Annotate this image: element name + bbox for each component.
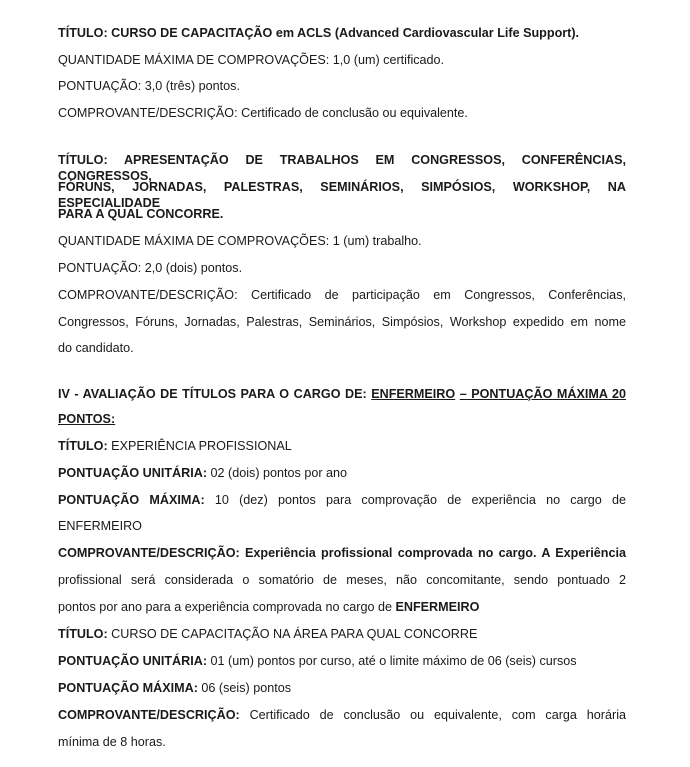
s2-quantity: QUANTIDADE MÁXIMA DE COMPROVAÇÕES: 1 (um) trabalho. bbox=[58, 234, 422, 248]
s1-title: TÍTULO: CURSO DE CAPACITAÇÃO em ACLS (Advanced Cardiovascular Life Support). bbox=[58, 26, 580, 40]
i1-proof-line3: pontos por ano para a experiência comprovada no cargo de ENFERMEIRO bbox=[58, 600, 480, 614]
s4-heading-prefix: IV - AVALIAÇÃO DE TÍTULOS PARA O CARGO DE: bbox=[58, 387, 367, 401]
s2-proof-line3: do candidato. bbox=[58, 341, 134, 355]
i2-proof-line2: mínima de 8 horas. bbox=[58, 735, 166, 749]
s2-proof-line2: Congressos, Fóruns, Jornadas, Palestras, Seminários, Simpósios, Workshop expedido em nome bbox=[58, 315, 626, 329]
i2-unit-score: PONTUAÇÃO UNITÁRIA: 01 (um) pontos por curso, até o limite máximo de 06 (seis) cursos bbox=[58, 654, 577, 668]
s4-heading-line1 bbox=[58, 386, 626, 402]
s4-heading-max: – PONTUAÇÃO MÁXIMA 20 bbox=[459, 387, 627, 401]
i1-max-score-line1: PONTUAÇÃO MÁXIMA: 10 (dez) pontos para comprovação de experiência no cargo de bbox=[58, 493, 627, 507]
s4-heading-line2: PONTOS: bbox=[58, 412, 116, 426]
s4-heading-role: ENFERMEIRO bbox=[371, 387, 456, 401]
i2-max-score: PONTUAÇÃO MÁXIMA: 06 (seis) pontos bbox=[58, 681, 292, 695]
s1-quantity: QUANTIDADE MÁXIMA DE COMPROVAÇÕES: 1,0 (um) certificado. bbox=[58, 53, 445, 67]
s2-title-line3: PARA A QUAL CONCORRE. bbox=[58, 207, 224, 221]
s2-title-line1: TÍTULO: APRESENTAÇÃO DE TRABALHOS EM CONGRESSOS, CONFERÊNCIAS, CONGRESSOS, bbox=[58, 153, 626, 183]
s2-proof-line1: COMPROVANTE/DESCRIÇÃO: Certificado de participação em Congressos, Conferências, bbox=[58, 288, 626, 302]
s1-proof: COMPROVANTE/DESCRIÇÃO: Certificado de conclusão ou equivalente. bbox=[58, 106, 468, 120]
s2-score: PONTUAÇÃO: 2,0 (dois) pontos. bbox=[58, 261, 243, 275]
i2-title: TÍTULO: CURSO DE CAPACITAÇÃO NA ÁREA PARA QUAL CONCORRE bbox=[58, 627, 478, 641]
i1-title: TÍTULO: EXPERIÊNCIA PROFISSIONAL bbox=[58, 439, 292, 453]
s1-score: PONTUAÇÃO: 3,0 (três) pontos. bbox=[58, 79, 240, 93]
i1-proof-line1: COMPROVANTE/DESCRIÇÃO: Experiência profissional comprovada no cargo. A Experiência bbox=[58, 546, 626, 560]
i1-proof-line2: profissional será considerada o somatório de meses, não concomitante, sendo pontuado 2 bbox=[58, 573, 626, 587]
s2-title-line2: FÓRUNS, JORNADAS, PALESTRAS, SEMINÁRIOS, SIMPÓSIOS, WORKSHOP, NA ESPECIALIDADE bbox=[58, 180, 626, 210]
i1-unit-score: PONTUAÇÃO UNITÁRIA: 02 (dois) pontos por ano bbox=[58, 466, 348, 480]
i2-proof-line1: COMPROVANTE/DESCRIÇÃO: Certificado de conclusão ou equivalente, com carga horária bbox=[58, 708, 627, 722]
i1-max-score-line2: ENFERMEIRO bbox=[58, 519, 142, 533]
